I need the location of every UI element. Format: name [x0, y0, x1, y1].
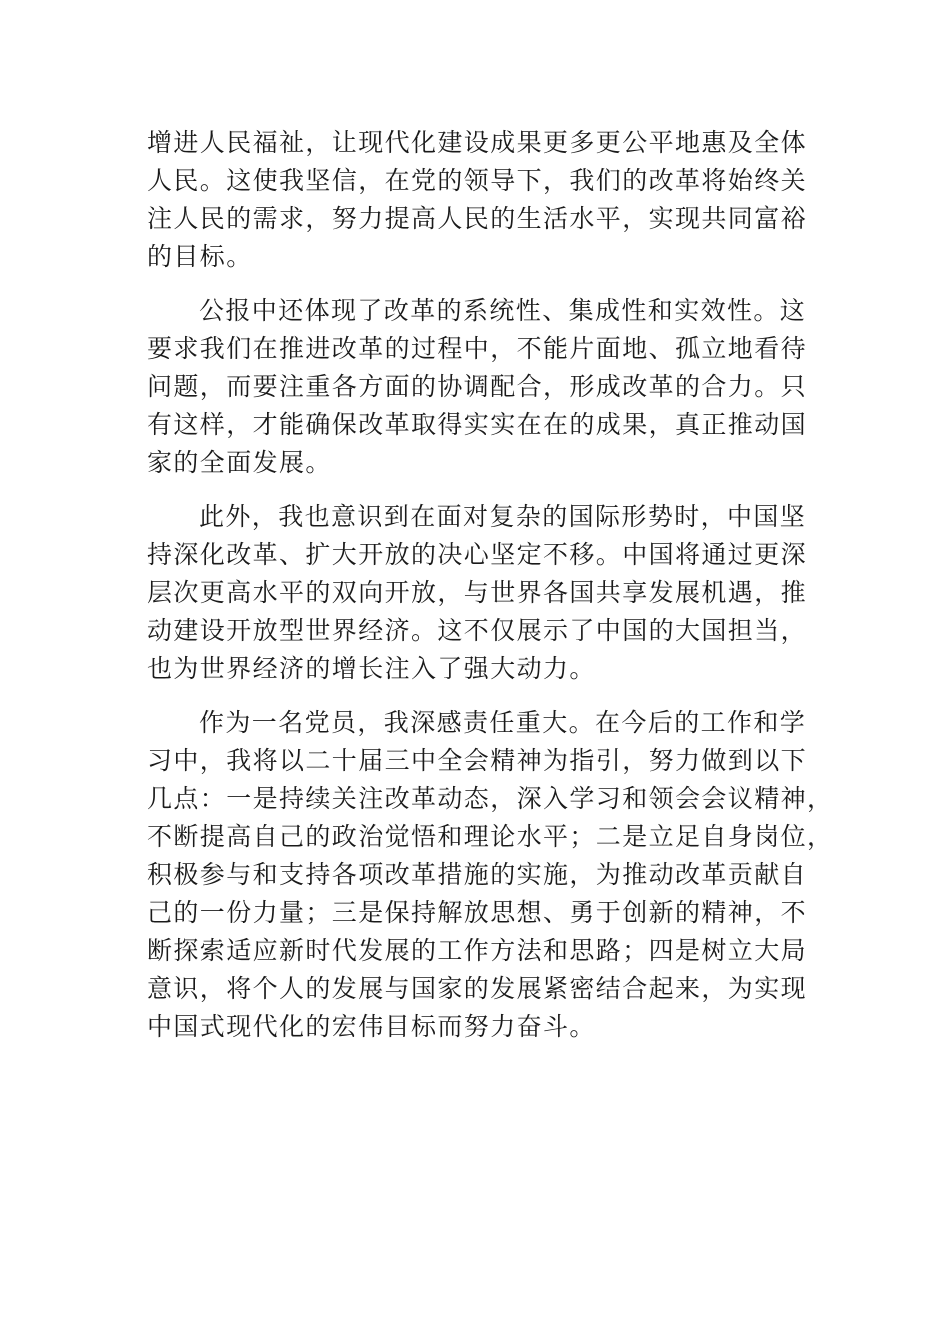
text-line: 有这样，才能确保改革取得实实在在的成果，真正推动国	[147, 410, 808, 439]
text-line: 的目标。	[147, 242, 253, 271]
text-line: 持深化改革、扩大开放的决心坚定不移。中国将通过更深	[147, 540, 808, 569]
text-line: 积极参与和支持各项改革措施的实施，为推动改革贡献自	[147, 860, 808, 889]
paragraph-4	[147, 704, 837, 1046]
text-line: 层次更高水平的双向开放，与世界各国共享发展机遇，推	[147, 578, 808, 607]
text-line: 己的一份力量；三是保持解放思想、勇于创新的精神，不	[147, 898, 808, 927]
text-line: 动建设开放型世界经济。这不仅展示了中国的大国担当，	[147, 616, 808, 645]
text-line: 家的全面发展。	[147, 448, 332, 477]
document-body	[147, 124, 837, 1062]
text-line: 作为一名党员，我深感责任重大。在今后的工作和学	[199, 708, 807, 737]
text-line: 中国式现代化的宏伟目标而努力奋斗。	[147, 1012, 596, 1041]
text-line: 不断提高自己的政治觉悟和理论水平；二是立足自身岗位，	[147, 822, 834, 851]
text-line: 人民。这使我坚信，在党的领导下，我们的改革将始终关	[147, 166, 808, 195]
text-line: 注人民的需求，努力提高人民的生活水平，实现共同富裕	[147, 204, 808, 233]
paragraph-2	[147, 292, 837, 482]
text-line: 公报中还体现了改革的系统性、集成性和实效性。这	[199, 296, 807, 325]
text-line: 此外，我也意识到在面对复杂的国际形势时，中国坚	[199, 502, 807, 531]
text-line: 也为世界经济的增长注入了强大动力。	[147, 654, 596, 683]
paragraph-1	[147, 124, 837, 276]
text-line: 断探索适应新时代发展的工作方法和思路；四是树立大局	[147, 936, 808, 965]
text-line: 问题，而要注重各方面的协调配合，形成改革的合力。只	[147, 372, 808, 401]
text-line: 意识，将个人的发展与国家的发展紧密结合起来，为实现	[147, 974, 808, 1003]
text-line: 几点：一是持续关注改革动态，深入学习和领会会议精神，	[147, 784, 834, 813]
paragraph-3	[147, 498, 837, 688]
text-line: 习中，我将以二十届三中全会精神为指引，努力做到以下	[147, 746, 808, 775]
text-line: 增进人民福祉，让现代化建设成果更多更公平地惠及全体	[147, 128, 808, 157]
text-line: 要求我们在推进改革的过程中，不能片面地、孤立地看待	[147, 334, 808, 363]
